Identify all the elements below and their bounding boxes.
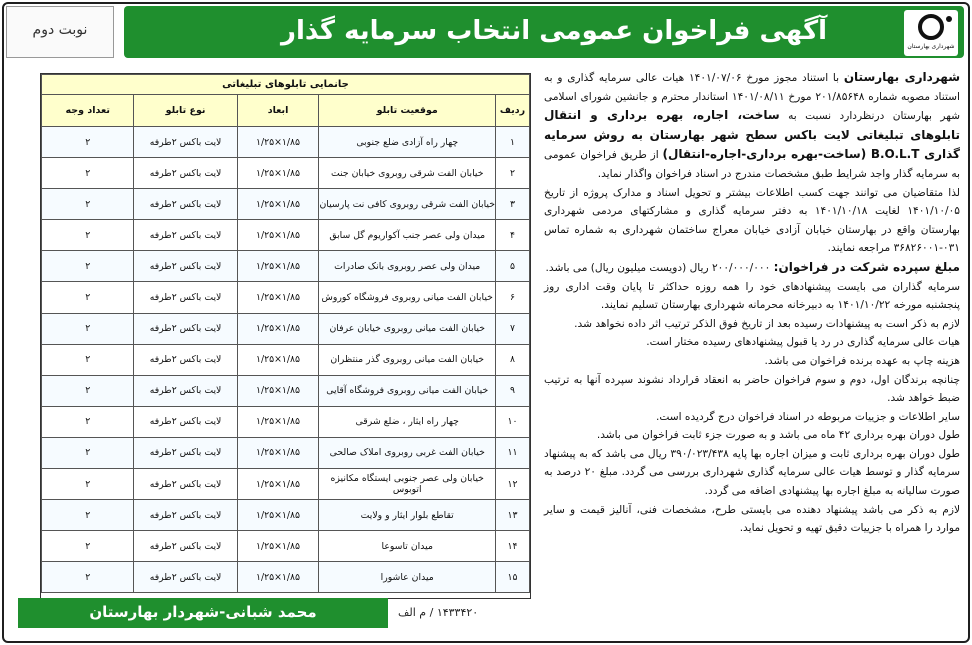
table-row <box>42 251 530 282</box>
billboard-dimensions: ۱/۸۵×۱/۲۵ <box>237 282 319 313</box>
billboard-dimensions: ۱/۸۵×۱/۲۵ <box>237 127 319 158</box>
billboard-type: لایت باکس ۲طرفه <box>134 562 237 593</box>
paragraph-proposal: لازم به ذکر می باشد پیشنهاد دهنده می بایستی طرح، مشخصات فنی، آنالیز قیمت و سایر موارد را همراه با جزییات دقیق تهیه و تحویل نماید. <box>544 503 960 535</box>
billboard-dimensions: ۱/۸۵×۱/۲۵ <box>237 189 319 220</box>
billboard-dimensions: ۱/۸۵×۱/۲۵ <box>237 406 319 437</box>
col-type-header: نوع تابلو <box>134 95 237 127</box>
billboard-location: چهار راه ایثار ، ضلع شرقی <box>319 406 496 437</box>
row-number: ۱۴ <box>496 531 530 562</box>
billboard-type: لایت باکس ۲طرفه <box>134 375 237 406</box>
header-band <box>124 6 964 58</box>
face-count: ۲ <box>42 220 134 251</box>
billboard-location: خیابان الفت میانی روبروی فروشگاه آقایی <box>319 375 496 406</box>
billboard-dimensions: ۱/۸۵×۱/۲۵ <box>237 344 319 375</box>
billboard-type: لایت باکس ۲طرفه <box>134 127 237 158</box>
billboard-location: میدان ولی عصر روبروی بانک صادرات <box>319 251 496 282</box>
face-count: ۲ <box>42 500 134 531</box>
billboard-type: لایت باکس ۲طرفه <box>134 344 237 375</box>
billboard-dimensions: ۱/۸۵×۱/۲۵ <box>237 437 319 468</box>
mayor-signature: محمد شبانی-شهردار بهارستان <box>89 603 317 621</box>
paragraph-late: لازم به ذکر است به پیشنهادات رسیده بعد از تاریخ فوق الذکر ترتیب اثر داده نخواهد شد. <box>574 317 960 330</box>
paragraph-rent: طول دوران بهره برداری ثابت و میزان اجاره بها پایه ۳۹۰/۰۲۳/۴۳۸ ریال می باشد که به پیشنهاد سرمایه گذار و توسط هیات عالی سرمایه گذاری شهرداری بررسی می گردد. مبلغ ۲۰ درصد به صورت سالیانه به مبلغ اجاره بها پیشنهادی اضافه می گردد. <box>544 447 960 498</box>
face-count: ۲ <box>42 189 134 220</box>
table-row <box>42 220 530 251</box>
face-count: ۲ <box>42 127 134 158</box>
footer <box>18 598 958 628</box>
billboard-dimensions: ۱/۸۵×۱/۲۵ <box>237 531 319 562</box>
billboard-location: چهار راه آزادی ضلع جنوبی <box>319 127 496 158</box>
table-row <box>42 500 530 531</box>
signature-band <box>18 598 388 628</box>
billboard-dimensions: ۱/۸۵×۱/۲۵ <box>237 500 319 531</box>
billboard-type: لایت باکس ۲طرفه <box>134 189 237 220</box>
intro-part-1: با استناد مجوز مورخ ۱۴۰۱/۰۷/۰۶ هیات عالی سرمایه گذاری و به استناد مصوبه شماره ۲۰۱/۸۵۶۴۸ مورخ ۱۴۰۱/۰۸/۱۱ استاندار محترم و جانشین شورای اسلامی شهر بهارستان درنظردارد نسبت به <box>544 72 960 123</box>
row-number: ۱۳ <box>496 500 530 531</box>
table-caption: جانمایی تابلوهای تبلیغاتی <box>42 75 530 95</box>
billboard-location: میدان تاسوعا <box>319 531 496 562</box>
col-dimensions-header: ابعاد <box>237 95 319 127</box>
paragraph-printing: هزینه چاپ به عهده برنده فراخوان می باشد. <box>764 354 960 367</box>
municipality-logo <box>904 10 958 56</box>
col-row-header: ردیف <box>496 95 530 127</box>
municipality-name: شهرداری بهارستان <box>843 70 961 84</box>
table-row <box>42 406 530 437</box>
table-row <box>42 189 530 220</box>
table-row <box>42 531 530 562</box>
announcement-text <box>544 68 960 538</box>
billboard-location: خیابان الفت شرقی روبروی خیابان جنت <box>319 158 496 189</box>
face-count: ۲ <box>42 344 134 375</box>
page-title: آگهی فراخوان عمومی انتخاب سرمایه گذار <box>281 16 827 46</box>
row-number: ۱۱ <box>496 437 530 468</box>
billboard-type: لایت باکس ۲طرفه <box>134 531 237 562</box>
paragraph-details: سایر اطلاعات و جزییات مربوطه در اسناد فراخوان درج گردیده است. <box>655 410 960 423</box>
billboard-dimensions: ۱/۸۵×۱/۲۵ <box>237 220 319 251</box>
billboard-type: لایت باکس ۲طرفه <box>134 313 237 344</box>
billboard-location: تقاطع بلوار ایثار و ولایت <box>319 500 496 531</box>
deposit-amount: ۲۰۰/۰۰۰/۰۰۰ ریال (دویست میلیون ریال) می باشد. <box>545 261 774 274</box>
billboard-dimensions: ۱/۸۵×۱/۲۵ <box>237 469 319 500</box>
project-title: ساخت، اجاره، بهره برداری و انتقال تابلوهای تبلیغاتی لایت باکس سطح شهر بهارستان به روش سرمایه گذاری B.O.L.T (ساخت-بهره برداری-اجاره-انتقال) <box>544 108 961 162</box>
billboard-dimensions: ۱/۸۵×۱/۲۵ <box>237 313 319 344</box>
billboard-type: لایت باکس ۲طرفه <box>134 406 237 437</box>
row-number: ۱۵ <box>496 562 530 593</box>
billboard-type: لایت باکس ۲طرفه <box>134 282 237 313</box>
billboard-type: لایت باکس ۲طرفه <box>134 158 237 189</box>
table-row <box>42 562 530 593</box>
face-count: ۲ <box>42 313 134 344</box>
billboard-dimensions: ۱/۸۵×۱/۲۵ <box>237 251 319 282</box>
row-number: ۷ <box>496 313 530 344</box>
table-row <box>42 344 530 375</box>
face-count: ۲ <box>42 531 134 562</box>
row-number: ۲ <box>496 158 530 189</box>
face-count: ۲ <box>42 437 134 468</box>
edition-badge <box>6 6 114 58</box>
paragraph-documents: لذا متقاضیان می توانند جهت کسب اطلاعات بیشتر و تحویل اسناد و مدارک پروژه از تاریخ ۱۴۰۱/۱۰/۰۵ لغایت ۱۴۰۱/۱۰/۱۸ به دفتر سرمایه گذاری و مشارکتهای مردمی شهرداری بهارستان واقع در بهارستان خیابان آزادی خیابان معراج ساختمان شهرداری به شماره تماس ۰۳۱-۳۶۸۲۶۰۰۱ مراجعه نمایند. <box>544 186 960 255</box>
face-count: ۲ <box>42 469 134 500</box>
row-number: ۹ <box>496 375 530 406</box>
billboard-dimensions: ۱/۸۵×۱/۲۵ <box>237 375 319 406</box>
billboard-location: خیابان ولی عصر جنوبی ایستگاه مکانیزه اتوبوس <box>319 469 496 500</box>
col-location-header: موقعیت تابلو <box>319 95 496 127</box>
billboard-location: خیابان الفت شرقی روبروی کافی نت پارسیان <box>319 189 496 220</box>
billboard-location: خیابان الفت میانی روبروی خیابان عرفان <box>319 313 496 344</box>
billboard-type: لایت باکس ۲طرفه <box>134 220 237 251</box>
face-count: ۲ <box>42 375 134 406</box>
deposit-label: مبلغ سپرده شرکت در فراخوان: <box>773 259 960 274</box>
billboard-type: لایت باکس ۲طرفه <box>134 469 237 500</box>
table-row <box>42 375 530 406</box>
table-row <box>42 437 530 468</box>
table-row <box>42 282 530 313</box>
municipality-logo-icon <box>918 14 944 40</box>
billboard-location: خیابان الفت میانی روبروی گذر منتظران <box>319 344 496 375</box>
billboard-type: لایت باکس ۲طرفه <box>134 500 237 531</box>
row-number: ۱۰ <box>496 406 530 437</box>
col-faces-header: تعداد وجه <box>42 95 134 127</box>
paragraph-winners: چنانچه برندگان اول، دوم و سوم فراخوان حاضر به انعقاد قرارداد نشوند سپرده آنها به ترتیب ضبط خواهد شد. <box>544 373 960 405</box>
billboard-location: خیابان الفت میانی روبروی فروشگاه کوروش <box>319 282 496 313</box>
table-row <box>42 313 530 344</box>
logo-dot-icon <box>946 16 952 22</box>
face-count: ۲ <box>42 251 134 282</box>
paragraph-deposit <box>544 258 960 278</box>
table-row <box>42 469 530 500</box>
billboard-location: میدان عاشورا <box>319 562 496 593</box>
row-number: ۱ <box>496 127 530 158</box>
face-count: ۲ <box>42 158 134 189</box>
paragraph-submission: سرمایه گذاران می بایست پیشنهادهای خود را همه روزه حداکثر تا پایان وقت اداری روز پنجشنبه مورخه ۱۴۰۱/۱۰/۲۲ به دبیرخانه محرمانه شهرداری بهارستان تسلیم نمایند. <box>544 280 960 312</box>
face-count: ۲ <box>42 562 134 593</box>
face-count: ۲ <box>42 282 134 313</box>
paragraph-duration: طول دوران بهره برداری ۴۲ ماه می باشد و به صورت جزء ثابت فراخوان می باشد. <box>596 429 960 442</box>
table-row <box>42 127 530 158</box>
row-number: ۴ <box>496 220 530 251</box>
billboard-type: لایت باکس ۲طرفه <box>134 437 237 468</box>
billboard-dimensions: ۱/۸۵×۱/۲۵ <box>237 562 319 593</box>
billboard-dimensions: ۱/۸۵×۱/۲۵ <box>237 158 319 189</box>
billboard-location: خیابان الفت غربی روبروی املاک صالحی <box>319 437 496 468</box>
intro-part-2: از طریق فراخوان عمومی به سرمایه گذار واجد شرایط طبق مشخصات مندرج در اسناد فراخوان واگذار نماید. <box>544 149 960 180</box>
paragraph-intro <box>544 68 960 184</box>
row-number: ۱۲ <box>496 469 530 500</box>
row-number: ۸ <box>496 344 530 375</box>
row-number: ۳ <box>496 189 530 220</box>
billboard-type: لایت باکس ۲طرفه <box>134 251 237 282</box>
row-number: ۶ <box>496 282 530 313</box>
edition-label: نوبت دوم <box>32 22 88 38</box>
face-count: ۲ <box>42 406 134 437</box>
ad-code: ۱۴۳۳۴۲۰ / م الف <box>398 606 479 619</box>
billboard-table <box>40 73 531 599</box>
paragraph-board: هیات عالی سرمایه گذاری در رد یا قبول پیشنهادهای رسیده مختار است. <box>646 336 960 349</box>
billboard-location: میدان ولی عصر جنب آکواریوم گل سابق <box>319 220 496 251</box>
row-number: ۵ <box>496 251 530 282</box>
table-row <box>42 158 530 189</box>
logo-caption: شهرداری بهارستان <box>907 43 955 50</box>
